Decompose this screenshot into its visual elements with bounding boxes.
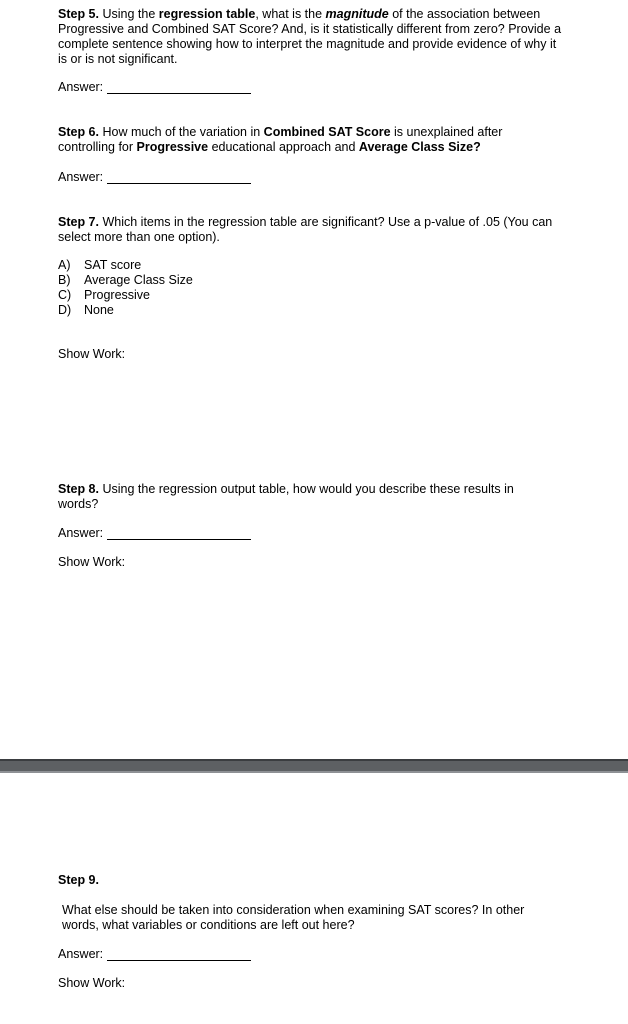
step5-text-1: Using the [99,7,159,21]
step5-bold-1: regression table [158,7,256,21]
step8-text-1: Using the regression output table, how would you describe these results in words? [58,482,514,511]
step5-bold-italic-1: magnitude [325,7,389,21]
step7-text-1: Which items in the regression table are significant? Use a p-value of .05 (You can select more than one option). [58,215,553,244]
step7-options [58,258,193,318]
step9-answer-label: Answer: [58,947,104,961]
step6-text-2: is unexplained after controlling for [58,125,503,154]
step5-text-2: , what is the [255,7,326,21]
step6-answer-line[interactable] [107,172,251,184]
step6-text-3: educational approach and [208,140,359,154]
option-letter: D) [58,303,72,317]
step8-question [58,482,548,512]
step9-question: What else should be taken into consideration when examining SAT scores? In other words, what variables or conditions are left out here? [62,903,525,932]
step6-bold-2: Progressive [136,140,209,154]
step6-question [58,125,538,155]
step6-bold-1: Combined SAT Score [263,125,391,139]
option-text: Average Class Size [84,273,193,287]
step8-answer-label: Answer: [58,526,104,540]
step9-label: Step 9. [58,873,99,887]
option-letter: B) [58,273,71,287]
step8-show-work-label: Show Work: [58,555,126,569]
step8-answer-line[interactable] [107,528,251,540]
step8-answer-row [58,526,251,540]
step7-option-a[interactable] [58,258,193,273]
step7-show-work-label: Show Work: [58,347,126,361]
step6-bold-3: Average Class Size? [358,140,481,154]
option-letter: C) [58,288,72,302]
step9-answer-line[interactable] [107,949,251,961]
option-text: None [84,303,114,317]
option-text: Progressive [84,288,150,302]
step5-answer-line[interactable] [107,82,251,94]
step6-label: Step 6. [58,125,99,139]
option-text: SAT score [84,258,142,272]
step7-option-b[interactable] [58,273,193,288]
step5-question [58,7,568,67]
step6-answer-row [58,170,251,184]
step7-label: Step 7. [58,215,99,229]
step8-label: Step 8. [58,482,99,496]
step9-answer-row [58,947,251,961]
step5-answer-label: Answer: [58,80,104,94]
step9-show-work-label: Show Work: [58,976,126,990]
page-break-divider [0,759,628,773]
step7-option-c[interactable] [58,288,193,303]
option-letter: A) [58,258,71,272]
step5-label: Step 5. [58,7,99,21]
step7-option-d[interactable] [58,303,193,318]
step6-text-1: How much of the variation in [99,125,264,139]
step7-question [58,215,558,245]
step5-text-3: of the association between Progressive and Combined SAT Score? And, is it statistically different from zero? Provide a complete sentence showing how to interpret the magnitude and provide evidence of why it is or is not significant. [58,7,562,66]
step6-answer-label: Answer: [58,170,104,184]
step5-answer-row [58,80,251,94]
